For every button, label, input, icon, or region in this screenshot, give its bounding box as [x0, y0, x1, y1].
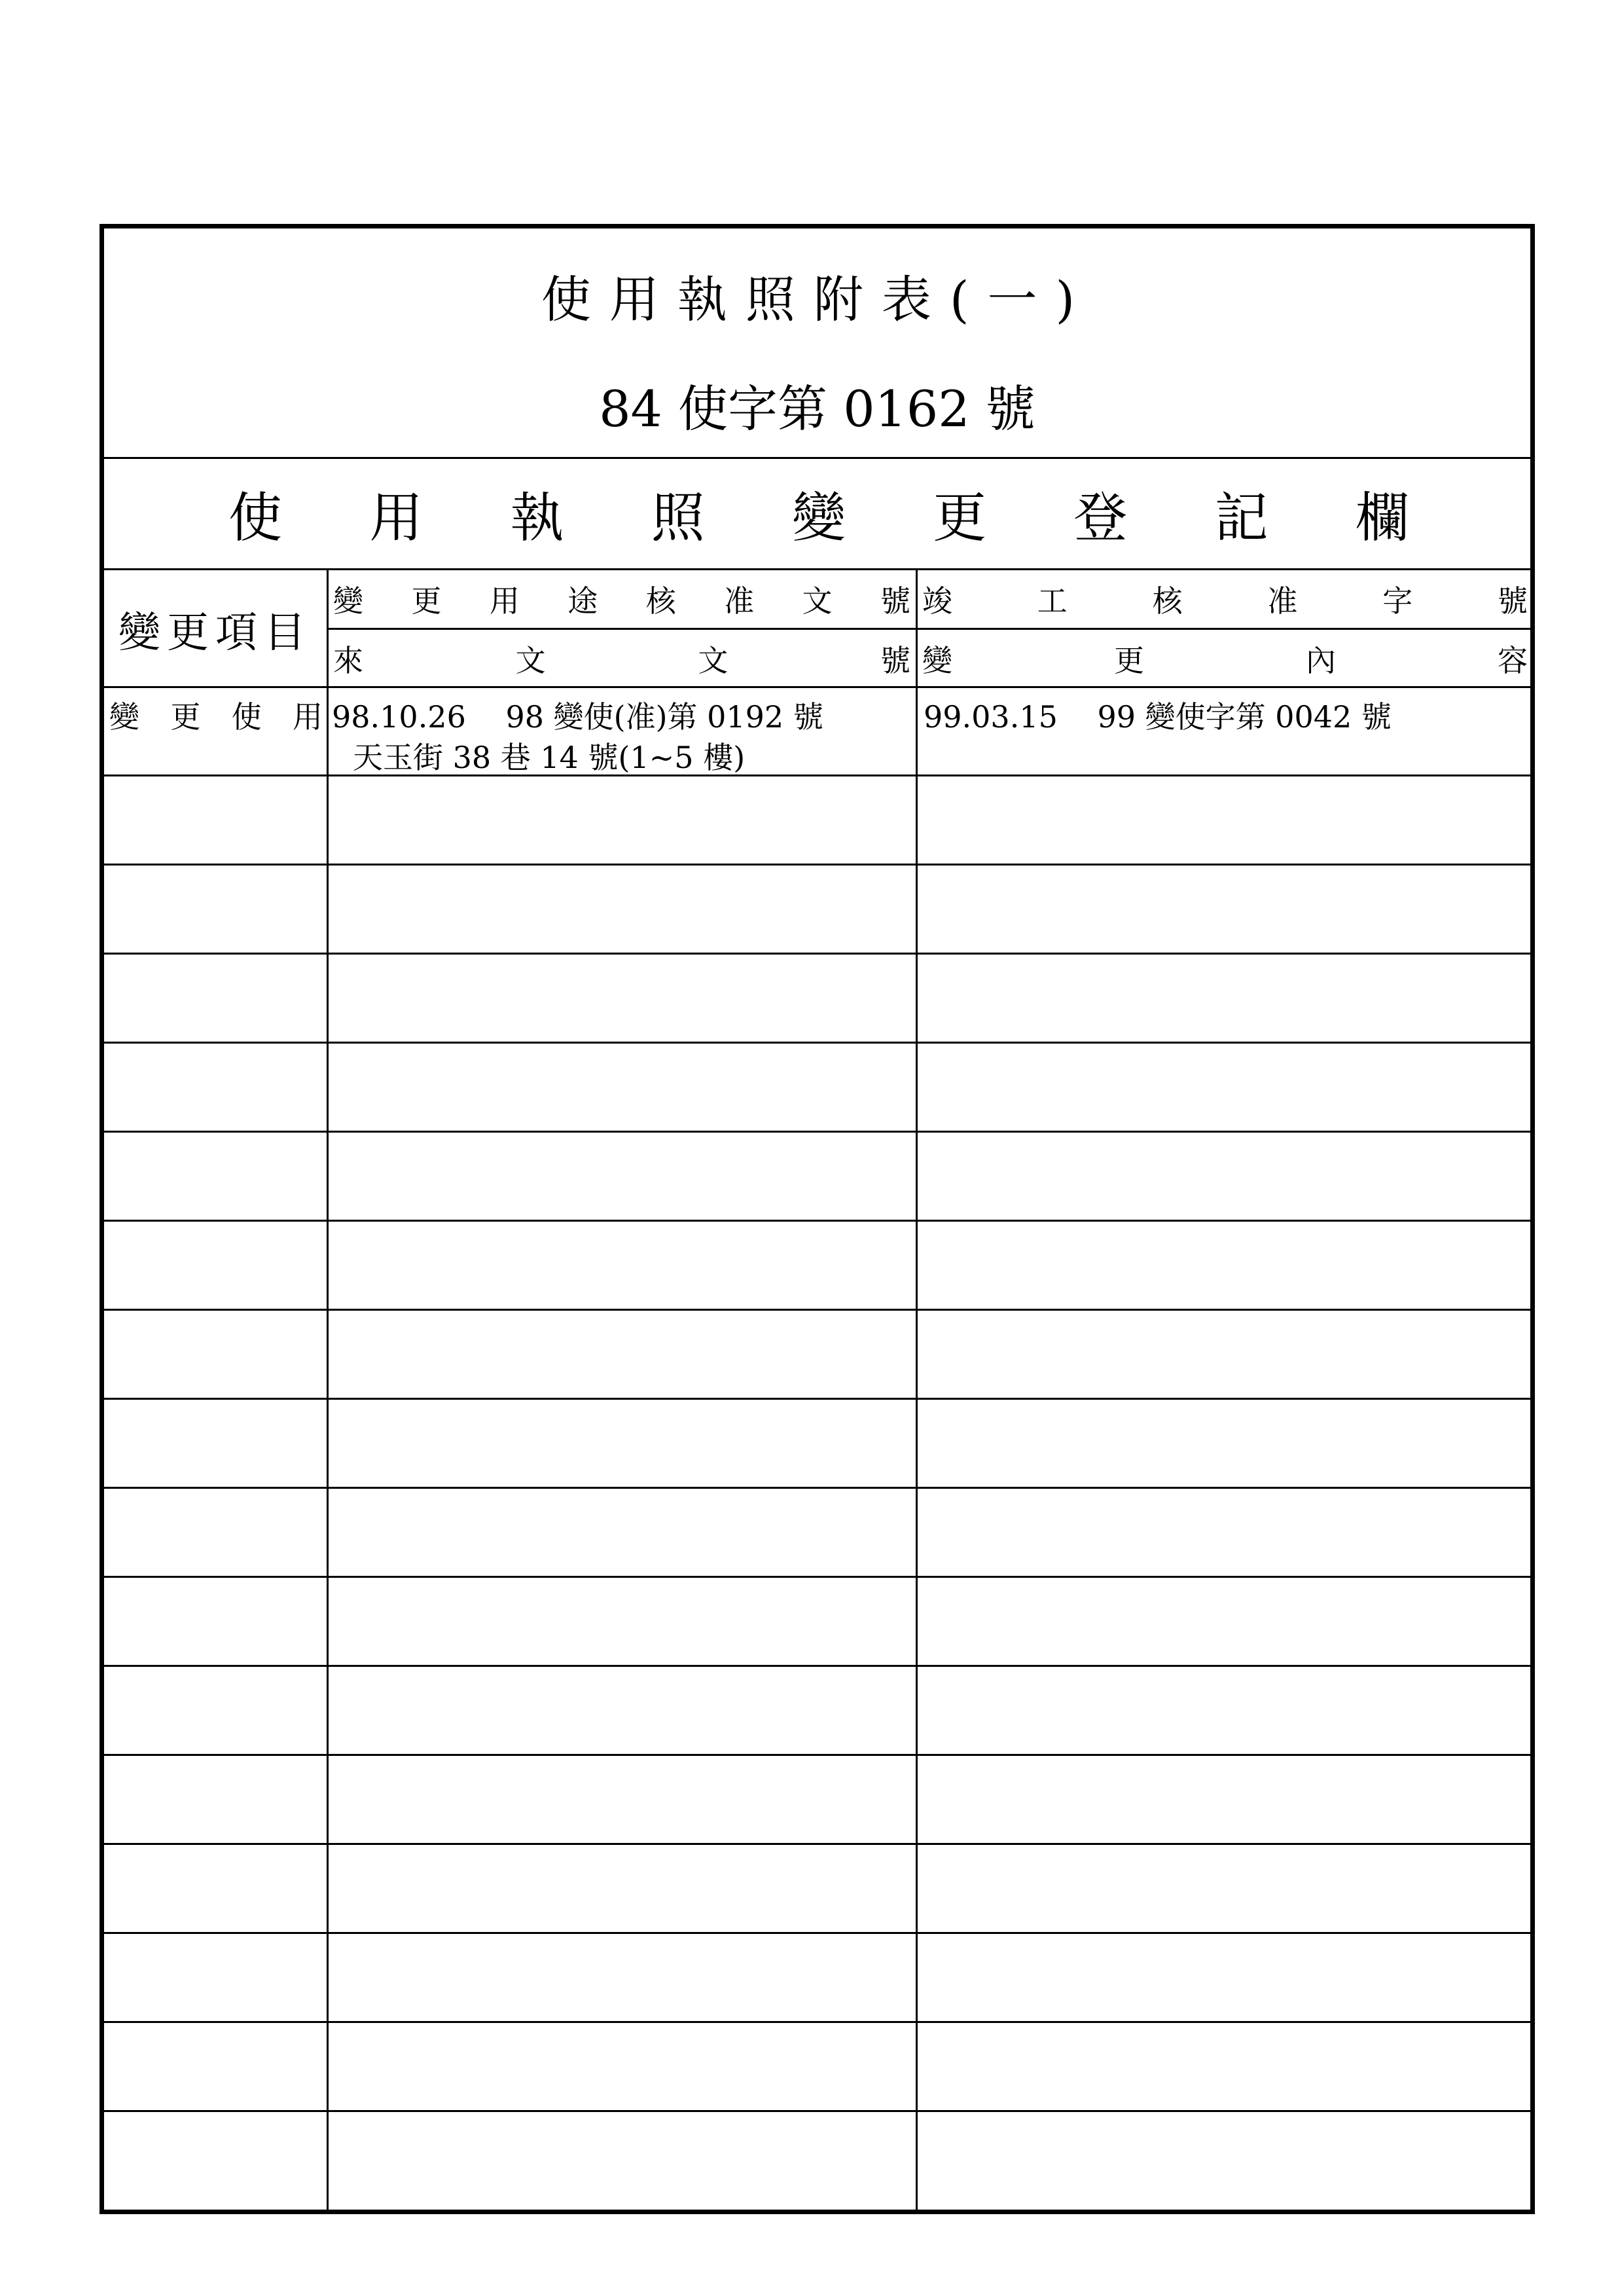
form-title: 使用執照附表(一): [541, 270, 1094, 329]
section-heading-char: 記: [1214, 487, 1268, 549]
table-row: [104, 1311, 1530, 1400]
table-row: [104, 955, 1530, 1044]
header-approval-doc: 變 更 用 途 核 准 文 號: [333, 583, 910, 619]
table-row: [104, 1044, 1530, 1133]
form-title-block: [104, 228, 1530, 459]
header-completion-doc: 竣 工 核 准 字 號: [922, 583, 1528, 619]
row-incoming-doc: 天玉街 38 巷 14 號(1~5 樓): [353, 740, 746, 775]
table-row: [104, 2023, 1530, 2112]
section-heading-char: 登: [1073, 487, 1128, 549]
row-change-item: 變 更 使 用: [109, 699, 323, 735]
header-change-content: 變 更 內 容: [922, 643, 1528, 678]
table-row: [104, 1578, 1530, 1667]
table-row: [104, 1133, 1530, 1222]
table-row: [104, 1845, 1530, 1934]
table-row: [104, 2112, 1530, 2210]
section-heading: [104, 459, 1530, 570]
table-row: [104, 866, 1530, 955]
table-row: [104, 1667, 1530, 1756]
table-row: [104, 776, 1530, 866]
table-row: [104, 1400, 1530, 1489]
license-form-frame: [99, 224, 1535, 2214]
row-completion-doc: 99.03.15 99 變使字第 0042 號: [924, 699, 1392, 735]
license-number: 84 使字第 0162 號: [599, 380, 1035, 438]
section-heading-char: 變: [791, 487, 846, 549]
section-heading-char: 用: [369, 487, 423, 549]
header-change-item: 變更項目: [118, 609, 312, 657]
row-approval-doc: 98.10.26 98 變使(准)第 0192 號: [332, 699, 823, 735]
table-row: [104, 1222, 1530, 1311]
column-header-row: [104, 570, 1530, 688]
header-incoming-doc: 來 文 文 號: [333, 643, 910, 678]
table-row: [104, 688, 1530, 776]
section-heading-char: 執: [510, 487, 564, 549]
section-heading-char: 欄: [1355, 487, 1409, 549]
section-heading-char: 更: [933, 487, 987, 549]
table-row: [104, 1489, 1530, 1578]
section-heading-char: 使: [228, 487, 283, 549]
section-heading-char: 照: [651, 487, 705, 549]
table-row: [104, 1756, 1530, 1845]
table-row: [104, 1934, 1530, 2023]
